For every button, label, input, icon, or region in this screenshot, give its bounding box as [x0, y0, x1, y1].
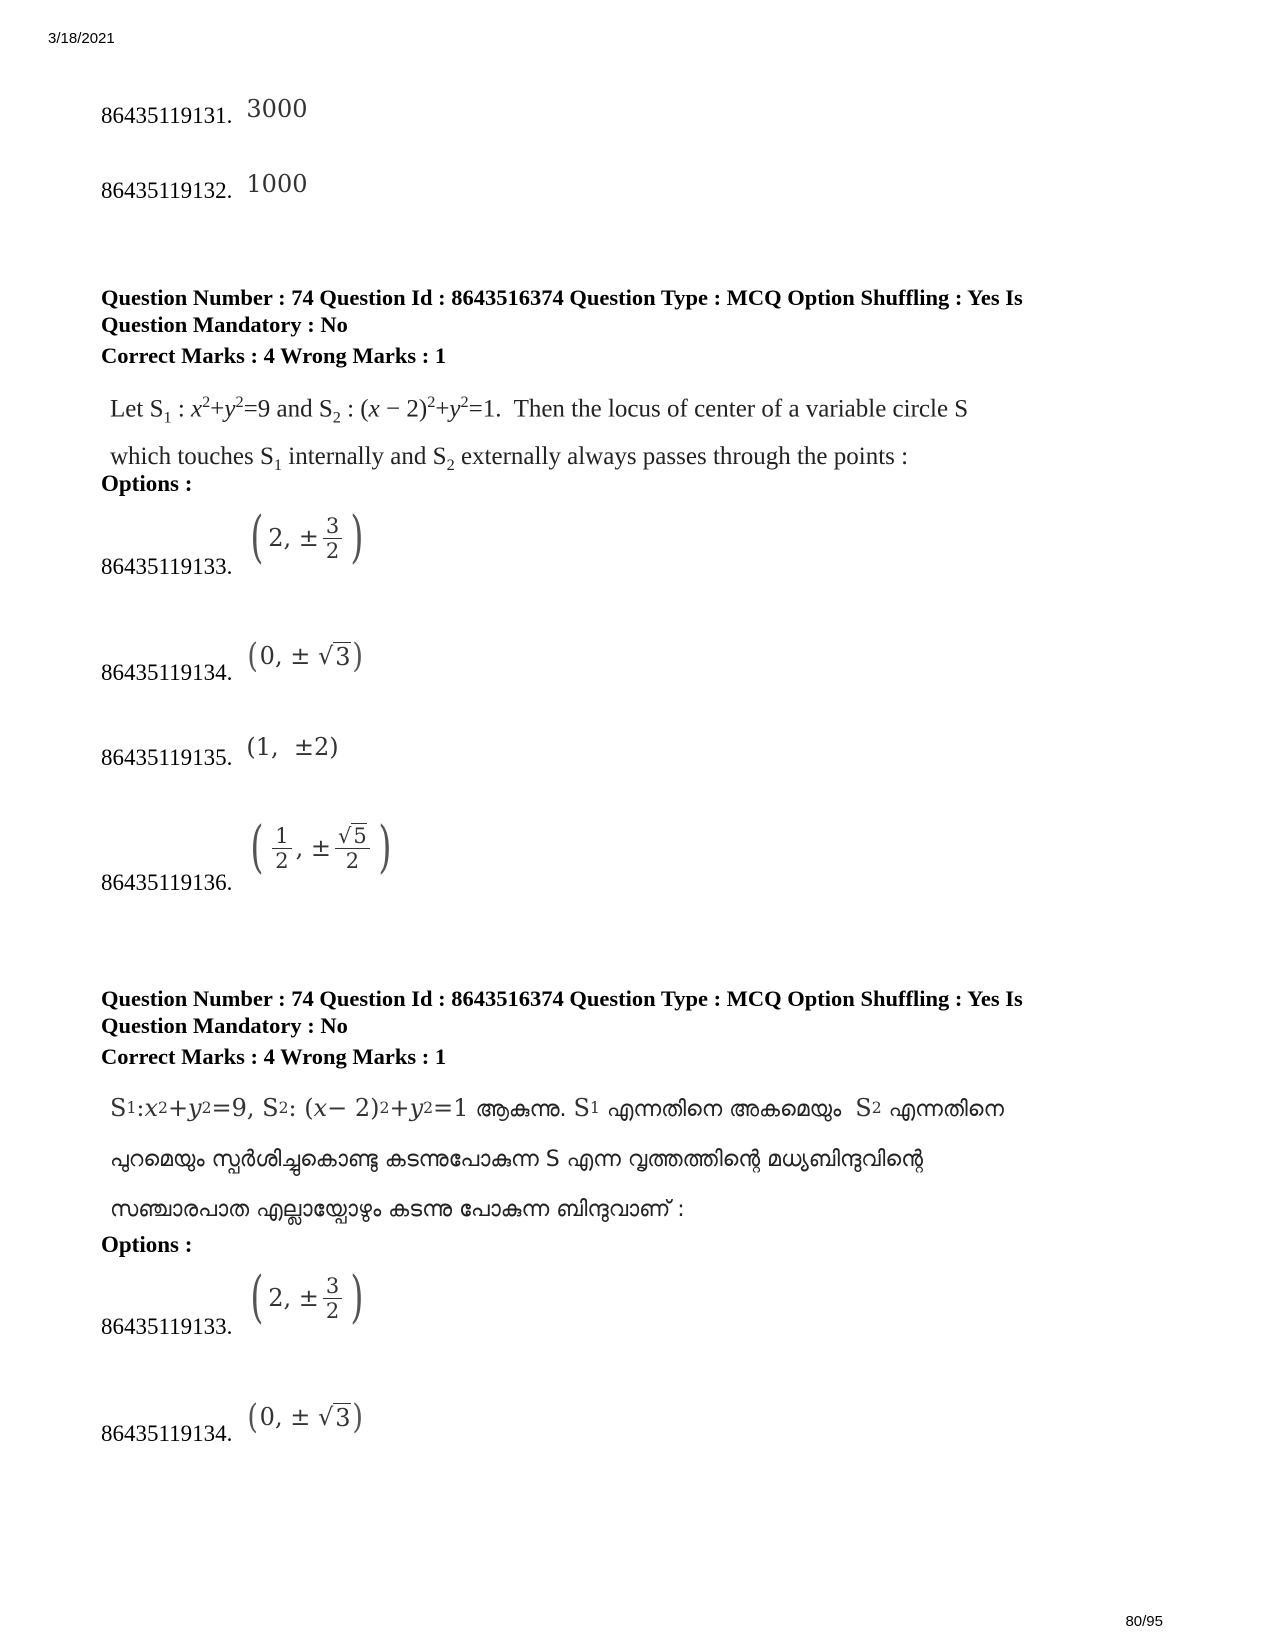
- option-id: 86435119132.: [101, 178, 233, 203]
- option-id: 86435119134.: [101, 1421, 233, 1446]
- question-meta: [101, 284, 1181, 338]
- option-value: ( 0, ± √ 3 ): [247, 636, 363, 676]
- question-text: [110, 382, 1190, 485]
- option-value: ( 0, ± √ 3 ): [247, 1397, 363, 1437]
- question-text-segment: എന്നതിനെ അകമെയും: [606, 1097, 842, 1122]
- option-id: 86435119134.: [101, 660, 233, 685]
- question-meta-line: Question Number : 74 Question Id : 8643516374 Question Type : MCQ Option Shuffling : Yes Is: [101, 285, 1023, 310]
- options-label: Options :: [101, 471, 193, 496]
- option-id: 86435119136.: [101, 870, 233, 895]
- option-row: [101, 733, 339, 770]
- option-value: ( 2, ± $\frac{3}{2}$ ): [250, 505, 364, 570]
- question-marks: Correct Marks : 4 Wrong Marks : 1: [101, 1044, 447, 1069]
- question-text-segment: എന്നതിനെ: [888, 1097, 1004, 1122]
- question-text-line: സഞ്ചാരപാത എല്ലായ്പോഴും കടന്നു പോകുന്ന ബിന്ദുവാണ് :: [110, 1197, 685, 1222]
- question-text-line: പുറമെയും സ്പർശിച്ചുകൊണ്ടു കടന്നുപോകുന്ന S എന്ന വൃത്തത്തിന്റെ മധ്യബിന്ദുവിന്റെ: [110, 1147, 923, 1172]
- question-text-segment: Then the locus of center of a variable circle S: [513, 395, 969, 423]
- question-marks: Correct Marks : 4 Wrong Marks : 1: [101, 343, 447, 368]
- question-text-line: which touches $S_1$ internally and $S_2$ externally always passes through the points :: [110, 443, 909, 475]
- option-row: [101, 170, 307, 204]
- option-value: (1, ±2): [246, 733, 339, 761]
- option-value: 3000: [246, 95, 308, 123]
- option-id: 86435119135.: [101, 745, 233, 770]
- option-row: [101, 505, 368, 579]
- question-meta-line: Question Mandatory : No: [101, 312, 348, 337]
- option-id: 86435119131.: [101, 103, 233, 128]
- option-row: [101, 636, 364, 685]
- question-meta: [101, 985, 1181, 1039]
- page-number: 80/95: [1125, 1613, 1163, 1630]
- question-text-line: Let $S_1$ : $x^2+y^2=9$ and $S_2$ : $(x - 2)^2+y^2=1$. Then the locus of center of a variable circle S: [110, 393, 969, 427]
- option-value: ( 2, ± $\frac{3}{2}$ ): [250, 1265, 364, 1330]
- print-date: 3/18/2021: [48, 30, 115, 47]
- option-value: 1000: [246, 170, 308, 198]
- question-text-segment: externally always passes through the points :: [460, 443, 909, 471]
- question-text-segment: ആകുന്നു.: [475, 1097, 567, 1122]
- option-row: [101, 815, 396, 895]
- option-value: ( $\frac{1}{2}$ , ± $\frac{√5}{2}$ ): [250, 815, 392, 880]
- question-text: [110, 1083, 1190, 1235]
- option-row: [101, 1397, 364, 1446]
- question-meta-line: Question Mandatory : No: [101, 1013, 348, 1038]
- options-label: Options :: [101, 1232, 193, 1257]
- option-row: [101, 1265, 368, 1339]
- option-id: 86435119133.: [101, 1314, 233, 1339]
- option-row: [101, 95, 307, 129]
- option-id: 86435119133.: [101, 554, 233, 579]
- question-meta-line: Question Number : 74 Question Id : 8643516374 Question Type : MCQ Option Shuffling : Yes Is: [101, 986, 1023, 1011]
- question-text-line: S 1 : x 2 + y 2 =9, S 2 : ( x − 2) 2 + y 2 =1 ആകുന്നു. S 1 എന്നതിനെ അകമെയും S 2 എന്നതിനെ: [110, 1094, 1004, 1122]
